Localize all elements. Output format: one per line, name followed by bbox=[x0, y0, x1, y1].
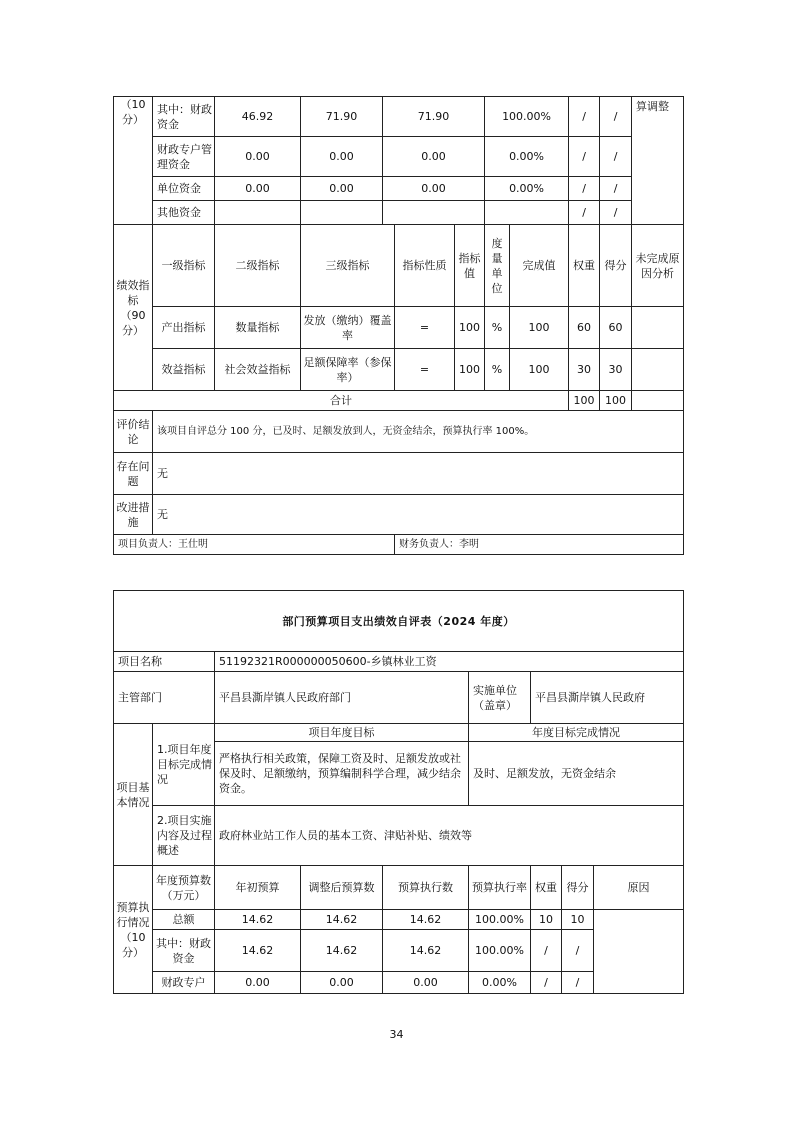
conclusion-text: 该项目自评总分 100 分，已及时、足额发放到人，无资金结余，预算执行率 100%。 bbox=[153, 411, 684, 453]
reason bbox=[632, 307, 684, 349]
weight: / bbox=[531, 930, 562, 972]
execution-rate: 100.00% bbox=[469, 930, 531, 972]
header-level1: 一级指标 bbox=[153, 225, 215, 307]
level1: 效益指标 bbox=[153, 349, 215, 391]
level3: 发放（缴纳）覆盖率 bbox=[301, 307, 395, 349]
reason-cell bbox=[594, 910, 684, 994]
total-weight: 100 bbox=[569, 391, 600, 411]
score: 10 bbox=[562, 910, 594, 930]
conclusion-row bbox=[114, 411, 684, 453]
execution-rate: 100.00% bbox=[485, 97, 569, 137]
header-value: 指标值 bbox=[455, 225, 485, 307]
dept-label: 主管部门 bbox=[114, 672, 215, 724]
executed-budget: 0.00 bbox=[383, 137, 485, 177]
conclusion-label: 评价结论 bbox=[114, 411, 153, 453]
table-row bbox=[114, 177, 684, 201]
unit: % bbox=[485, 349, 510, 391]
header-year-budget: 年度预算数（万元） bbox=[153, 866, 215, 910]
project-manager: 项目负责人：王仕明 bbox=[114, 535, 395, 555]
header-level2: 二级指标 bbox=[215, 225, 301, 307]
initial-budget: 0.00 bbox=[215, 177, 301, 201]
signature-row bbox=[114, 535, 684, 555]
header-reason: 未完成原因分析 bbox=[632, 225, 684, 307]
header-weight: 权重 bbox=[569, 225, 600, 307]
perf-row bbox=[114, 307, 684, 349]
executed-budget: 14.62 bbox=[383, 930, 469, 972]
reason bbox=[632, 349, 684, 391]
level1: 产出指标 bbox=[153, 307, 215, 349]
weight: / bbox=[569, 177, 600, 201]
content-row bbox=[114, 806, 684, 866]
score: / bbox=[600, 177, 632, 201]
initial-budget: 46.92 bbox=[215, 97, 301, 137]
fund-label: 其中：财政资金 bbox=[153, 97, 215, 137]
header-weight: 权重 bbox=[531, 866, 562, 910]
execution-rate bbox=[485, 201, 569, 225]
header-nature: 指标性质 bbox=[395, 225, 455, 307]
project-name-label: 项目名称 bbox=[114, 652, 215, 672]
adjusted-budget: 0.00 bbox=[301, 137, 383, 177]
executed-budget bbox=[383, 201, 485, 225]
perf-row bbox=[114, 349, 684, 391]
header-done: 完成值 bbox=[510, 225, 569, 307]
reason-note: 算调整 bbox=[632, 97, 684, 225]
initial-budget bbox=[215, 201, 301, 225]
self-evaluation-table bbox=[113, 590, 684, 994]
problems-text: 无 bbox=[153, 453, 684, 495]
budget-section-label: 预算执行情况（10分） bbox=[114, 866, 153, 994]
fund-label: 其他资金 bbox=[153, 201, 215, 225]
finance-manager: 财务负责人：李明 bbox=[395, 535, 684, 555]
header-level3: 三级指标 bbox=[301, 225, 395, 307]
adjusted-budget: 14.62 bbox=[301, 930, 383, 972]
fund-label: 其中：财政资金 bbox=[153, 930, 215, 972]
performance-table-continued bbox=[113, 96, 684, 555]
score: / bbox=[562, 930, 594, 972]
goal-done-text: 及时、足额发放，无资金结余 bbox=[469, 742, 684, 806]
nature: = bbox=[395, 307, 455, 349]
fund-label: 财政专户管理资金 bbox=[153, 137, 215, 177]
level3: 足额保障率（参保率） bbox=[301, 349, 395, 391]
total-score: 100 bbox=[600, 391, 632, 411]
weight: / bbox=[531, 972, 562, 994]
header-score: 得分 bbox=[562, 866, 594, 910]
header-unit: 度量单位 bbox=[485, 225, 510, 307]
problems-row bbox=[114, 453, 684, 495]
table-row bbox=[114, 137, 684, 177]
weight: / bbox=[569, 137, 600, 177]
value: 100 bbox=[455, 349, 485, 391]
header-score: 得分 bbox=[600, 225, 632, 307]
dept-value: 平昌县澌岸镇人民政府部门 bbox=[215, 672, 469, 724]
header-adjusted: 调整后预算数 bbox=[301, 866, 383, 910]
weight: 60 bbox=[569, 307, 600, 349]
table-row bbox=[114, 97, 684, 137]
executed-budget: 14.62 bbox=[383, 910, 469, 930]
project-name: 51192321R000000050600-乡镇林业工资 bbox=[215, 652, 684, 672]
score: / bbox=[562, 972, 594, 994]
adjusted-budget: 0.00 bbox=[301, 177, 383, 201]
basic-section-label: 项目基本情况 bbox=[114, 724, 153, 866]
execution-rate: 0.00% bbox=[469, 972, 531, 994]
fund-label: 单位资金 bbox=[153, 177, 215, 201]
form-title: 部门预算项目支出绩效自评表（2024 年度） bbox=[114, 591, 684, 652]
goal-label: 1.项目年度目标完成情况 bbox=[153, 724, 215, 806]
unit: % bbox=[485, 307, 510, 349]
header-rate: 预算执行率 bbox=[469, 866, 531, 910]
executed-budget: 71.90 bbox=[383, 97, 485, 137]
goal-header: 项目年度目标 bbox=[215, 724, 469, 742]
done: 100 bbox=[510, 307, 569, 349]
execution-rate: 0.00% bbox=[485, 177, 569, 201]
adjusted-budget bbox=[301, 201, 383, 225]
initial-budget: 0.00 bbox=[215, 137, 301, 177]
weight: / bbox=[569, 201, 600, 225]
executed-budget: 0.00 bbox=[383, 972, 469, 994]
total-reason bbox=[632, 391, 684, 411]
fund-label: 总额 bbox=[153, 910, 215, 930]
execution-rate: 100.00% bbox=[469, 910, 531, 930]
weight: 10 bbox=[531, 910, 562, 930]
total-label: 合计 bbox=[114, 391, 569, 411]
adjusted-budget: 71.90 bbox=[301, 97, 383, 137]
executed-budget: 0.00 bbox=[383, 177, 485, 201]
done: 100 bbox=[510, 349, 569, 391]
content-text: 政府林业站工作人员的基本工资、津贴补贴、绩效等 bbox=[215, 806, 684, 866]
measures-text: 无 bbox=[153, 495, 684, 535]
weight: / bbox=[569, 97, 600, 137]
goal-text: 严格执行相关政策，保障工资及时、足额发放或社保及时、足额缴纳，预算编制科学合理，减少结余资金。 bbox=[215, 742, 469, 806]
header-reason: 原因 bbox=[594, 866, 684, 910]
content-label: 2.项目实施内容及过程概述 bbox=[153, 806, 215, 866]
perf-section-label: 绩效指标（90分） bbox=[114, 225, 153, 391]
problems-label: 存在问题 bbox=[114, 453, 153, 495]
budget-section-label: （10分） bbox=[114, 97, 153, 225]
weight: 30 bbox=[569, 349, 600, 391]
initial-budget: 14.62 bbox=[215, 930, 301, 972]
header-initial: 年初预算 bbox=[215, 866, 301, 910]
execution-rate: 0.00% bbox=[485, 137, 569, 177]
fund-label: 财政专户 bbox=[153, 972, 215, 994]
table-row bbox=[114, 201, 684, 225]
score: 60 bbox=[600, 307, 632, 349]
budget-row bbox=[114, 910, 684, 930]
nature: = bbox=[395, 349, 455, 391]
score: / bbox=[600, 201, 632, 225]
measures-label: 改进措施 bbox=[114, 495, 153, 535]
header-executed: 预算执行数 bbox=[383, 866, 469, 910]
page-number: 34 bbox=[389, 1028, 404, 1041]
adjusted-budget: 0.00 bbox=[301, 972, 383, 994]
level2: 社会效益指标 bbox=[215, 349, 301, 391]
budget-header-row bbox=[114, 866, 684, 910]
title-row bbox=[114, 591, 684, 652]
level2: 数量指标 bbox=[215, 307, 301, 349]
perf-header-row bbox=[114, 225, 684, 307]
initial-budget: 14.62 bbox=[215, 910, 301, 930]
initial-budget: 0.00 bbox=[215, 972, 301, 994]
goal-header-row bbox=[114, 724, 684, 742]
project-name-row bbox=[114, 652, 684, 672]
score: / bbox=[600, 137, 632, 177]
goal-done-header: 年度目标完成情况 bbox=[469, 724, 684, 742]
impl-label: 实施单位（盖章） bbox=[469, 672, 531, 724]
score: / bbox=[600, 97, 632, 137]
dept-row bbox=[114, 672, 684, 724]
value: 100 bbox=[455, 307, 485, 349]
impl-value: 平昌县澌岸镇人民政府 bbox=[531, 672, 684, 724]
adjusted-budget: 14.62 bbox=[301, 910, 383, 930]
total-row bbox=[114, 391, 684, 411]
measures-row bbox=[114, 495, 684, 535]
score: 30 bbox=[600, 349, 632, 391]
